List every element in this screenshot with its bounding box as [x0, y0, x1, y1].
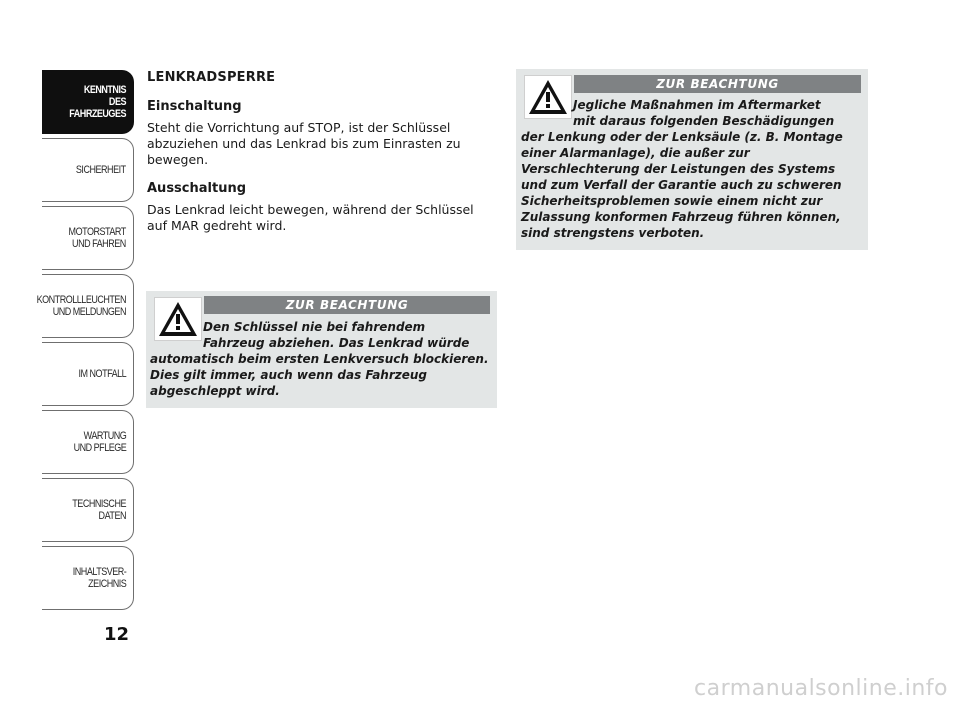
- tab-wartung-und-pflege[interactable]: [42, 410, 134, 474]
- watermark: carmanualsonline.info: [694, 676, 948, 701]
- page-title: LENKRADSPERRE: [147, 70, 276, 85]
- warning-lead: Den Schlüssel nie bei fahrendem Fahrzeug abziehen. Das Lenkrad würde: [203, 320, 470, 350]
- warning-header: ZUR BEACHTUNG: [574, 75, 861, 93]
- tab-motorstart-und-fahren[interactable]: [42, 206, 134, 270]
- section-text: Das Lenkrad leicht bewegen, während der Schlüssel auf MAR gedreht wird.: [147, 202, 474, 233]
- tab-sicherheit[interactable]: [42, 138, 134, 202]
- tab-label: TECHNISCHE DATEN: [72, 498, 126, 522]
- tab-label: IM NOTFALL: [78, 368, 126, 380]
- tab-label: WARTUNG UND PFLEGE: [73, 430, 126, 454]
- tab-label: MOTORSTART UND FAHREN: [68, 226, 126, 250]
- warning-box: [146, 291, 497, 408]
- main-content: [147, 70, 497, 247]
- tab-technische-daten[interactable]: [42, 478, 134, 542]
- tab-label: SICHERHEIT: [76, 164, 126, 176]
- section-text: Steht die Vorrichtung auf STOP, ist der Schlüssel abzuziehen und das Lenkrad bis zum Einrasten zu bewegen.: [147, 120, 461, 167]
- warning-lead: Jegliche Maßnahmen im Aftermarket mit daraus folgenden Beschädigungen: [573, 98, 835, 128]
- tab-kenntnis-des-fahrzeuges[interactable]: [42, 70, 134, 134]
- section-heading: Ausschaltung: [147, 181, 247, 196]
- tab-im-notfall[interactable]: [42, 342, 134, 406]
- warning-header: ZUR BEACHTUNG: [204, 296, 490, 314]
- warning-triangle-icon: [154, 297, 202, 341]
- chapter-tabs: [36, 70, 134, 614]
- tab-kontrollleuchten-und-meldungen[interactable]: [36, 274, 134, 338]
- warning-box: [516, 69, 868, 250]
- warning-text: der Lenkung oder der Lenksäule (z. B. Montage einer Alarmanlage), die außer zur Verschlechterung der Leistungen des Systems und zum Verfall der Garantie auch zu schweren Sicherheitsproblemen sowie einem nicht zur Zulassung konformen Fahrzeug führen können, sind strengstens verboten.: [521, 130, 843, 240]
- page-number: 12: [104, 624, 130, 645]
- warning-triangle-icon: [524, 75, 572, 119]
- tab-inhaltsverzeichnis[interactable]: [42, 546, 134, 610]
- warning-text: automatisch beim ersten Lenkversuch blockieren. Dies gilt immer, auch wenn das Fahrzeug abgeschleppt wird.: [150, 352, 489, 398]
- section-heading: Einschaltung: [147, 99, 242, 114]
- tab-label: INHALTSVER- ZEICHNIS: [72, 566, 126, 590]
- tab-label: KONTROLLLEUCHTEN UND MELDUNGEN: [36, 294, 126, 318]
- tab-label: KENNTNIS DES FAHRZEUGES: [69, 84, 126, 120]
